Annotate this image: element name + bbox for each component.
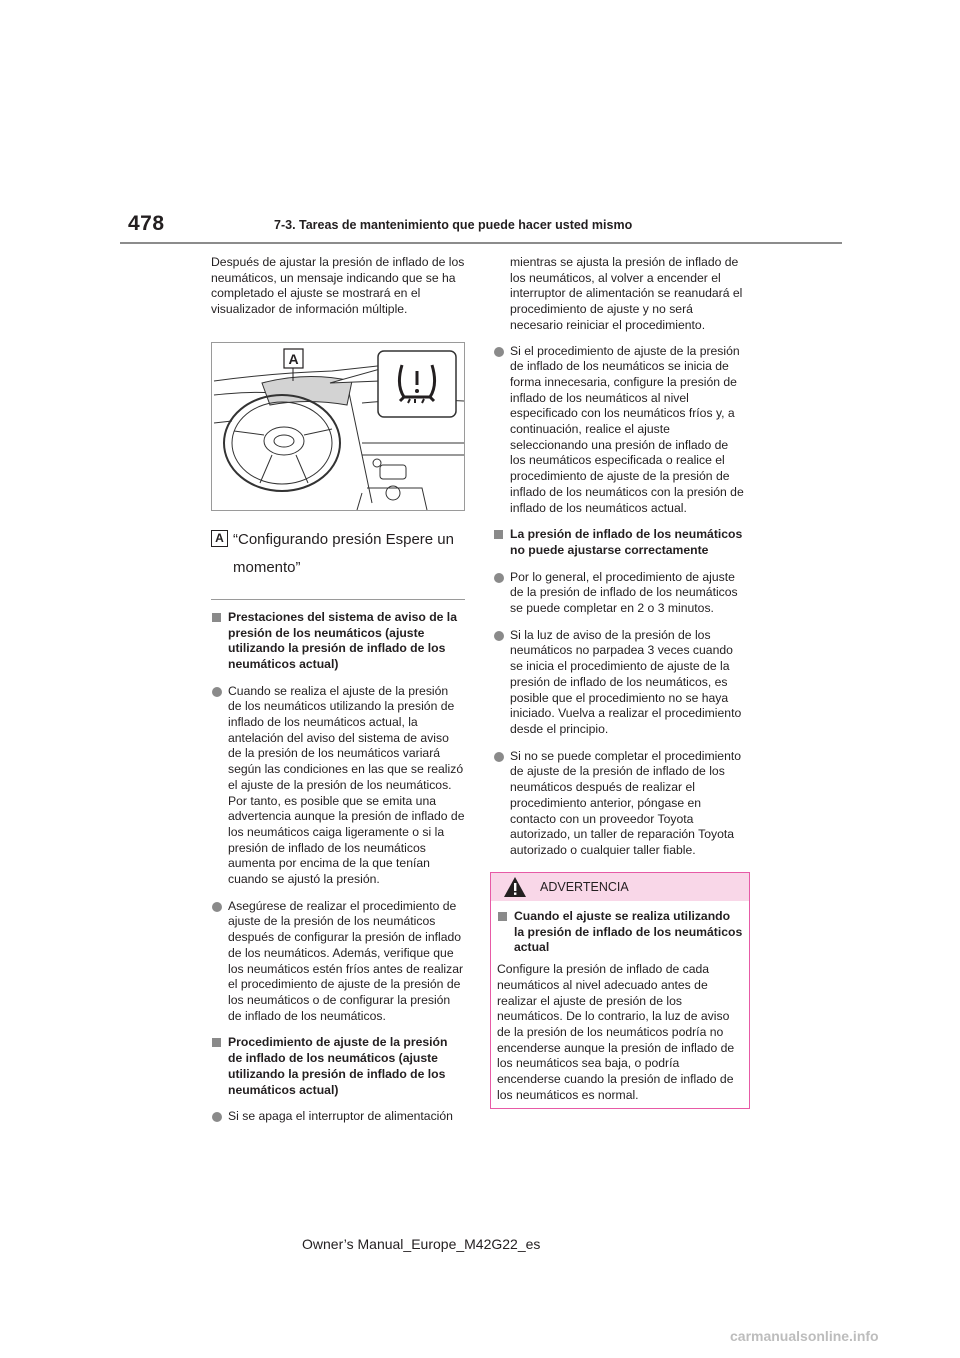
intro-paragraph: Después de ajustar la presión de inflado de los neumáticos, un mensaje indicando que se ha completado el ajuste se mostrará en el visualizador de información múltiple. [211, 255, 465, 317]
figure-caption [211, 526, 465, 582]
list-item-text: Asegúrese de realizar el procedimiento de ajuste de la presión de los neumáticos después de configurar la presión de inflado de los neumáticos. Además, verifique que los neumáticos estén fríos antes de realizar el procedimiento de ajuste de la presión de los neumáticos o de configurar la presión de inflado de los neumáticos. [228, 898, 464, 1023]
page-number: 478 [128, 212, 165, 235]
list-item [211, 899, 465, 1025]
list-item-text: Por lo general, el procedimiento de ajuste de la presión de inflado de los neumáticos se puede completar en 2 o 3 minutos. [510, 569, 738, 616]
square-bullet-icon [212, 613, 221, 622]
list-item-text: Si la luz de aviso de la presión de los neumáticos no parpadea 3 veces cuando se inicia el procedimiento de ajuste de la presión de inflado de los neumáticos, es posible que el procedimiento no se haya iniciado. Vuelva a realizar el procedimiento desde el principio. [510, 627, 742, 736]
subhead-procedimiento [211, 1035, 465, 1098]
warning-box [490, 872, 750, 1109]
square-bullet-icon [212, 1038, 221, 1047]
continuation-paragraph: mientras se ajusta la presión de inflado de los neumáticos, al volver a encender el interruptor de alimentación se reanudará el procedimiento de ajuste y no será necesario reiniciar el procedimiento. [510, 255, 743, 332]
list-item-text: Si se apaga el interruptor de alimentación [228, 1109, 453, 1124]
square-bullet-icon [494, 530, 503, 539]
subhead-text: La presión de inflado de los neumáticos no puede ajustarse correctamente [510, 527, 743, 557]
warning-triangle-icon [503, 876, 527, 898]
right-column [493, 255, 747, 870]
list-item-text: Si no se puede completar el procedimiento de ajuste de la presión de inflado de los neumáticos después de realizar el procedimiento anterior, póngase en contacto con un proveedor Toyota autorizado, un taller de reparación Toyota autorizado o cualquier taller fiable. [510, 748, 742, 857]
section-divider [211, 599, 465, 600]
list-item [211, 684, 465, 888]
warning-subhead [497, 909, 743, 956]
bullet-icon [212, 902, 222, 912]
warning-text: Configure la presión de inflado de cada neumáticos al nivel adecuado antes de realizar el ajuste de presión de los neumáticos. De lo contrario, la luz de aviso de la presión de los neumáticos podría no encenderse aunque la presión de inflado de los neumáticos sea baja, o podría encenderse cuando la presión de inflado de los neumáticos es normal. [497, 962, 735, 1102]
list-item-text: Cuando se realiza el ajuste de la presión de los neumáticos utilizando la presión de inflado de los neumáticos actual, la antelación del aviso del sistema de aviso de la presión de los neumáticos variará según las condiciones en las que se realizó el ajuste de la presión de los neumáticos. Por tanto, es posible que se emita una advertencia aunque la presión de inflado de los neumáticos caiga ligeramente o si la presión de inflado de los neumáticos aumenta por encima de la que tenían cuando se ajustó la presión. [228, 683, 465, 887]
list-item-text: Si el procedimiento de ajuste de la presión de inflado de los neumáticos se inicia de forma innecesaria, configure la presión de inflado de los neumáticos al nivel especificado con los neumáticos fríos y, a continuación, realice el ajuste seleccionando una presión de inflado de los neumáticos especificada o realice el procedimiento de ajuste de la presión de inflado de los neumáticos con la presión de inflado de los neumáticos actual. [510, 343, 744, 515]
caption-badge: A [211, 530, 228, 547]
list-item [493, 570, 747, 617]
watermark: carmanualsonline.info [730, 1328, 879, 1344]
header-rule [120, 242, 842, 244]
subhead-prestaciones [211, 610, 465, 673]
figure-label-a: A [288, 350, 299, 367]
list-item [211, 1109, 465, 1125]
list-item [493, 344, 747, 517]
bullet-icon [494, 752, 504, 762]
dashboard-illustration [211, 342, 465, 511]
section-title: 7-3. Tareas de mantenimiento que puede hacer usted mismo [274, 218, 633, 232]
warning-header [491, 873, 749, 901]
list-item [493, 628, 747, 738]
list-item [493, 749, 747, 859]
bullet-icon [212, 687, 222, 697]
warning-body [491, 901, 749, 1103]
subhead-text: Prestaciones del sistema de aviso de la presión de los neumáticos (ajuste utilizando la presión de inflado de los neumáticos actual) [228, 609, 457, 671]
left-column [211, 255, 465, 1136]
bullet-icon [494, 347, 504, 357]
footer: Owner’s Manual_Europe_M42G22_es [302, 1236, 541, 1252]
square-bullet-icon [498, 912, 507, 921]
caption-text: “Configurando presión Espere un momento” [233, 530, 454, 576]
warning-title: ADVERTENCIA [540, 880, 629, 894]
subhead-text: Cuando el ajuste se realiza utilizando la presión de inflado de los neumáticos actual [514, 909, 743, 955]
bullet-icon [494, 631, 504, 641]
bullet-icon [212, 1112, 222, 1122]
dashboard-drawing [212, 343, 464, 510]
subhead-ajuste-incorrecto [493, 527, 747, 558]
subhead-text: Procedimiento de ajuste de la presión de inflado de los neumáticos (ajuste utilizando la presión de inflado de los neumáticos actual) [228, 1035, 448, 1097]
bullet-icon [494, 573, 504, 583]
